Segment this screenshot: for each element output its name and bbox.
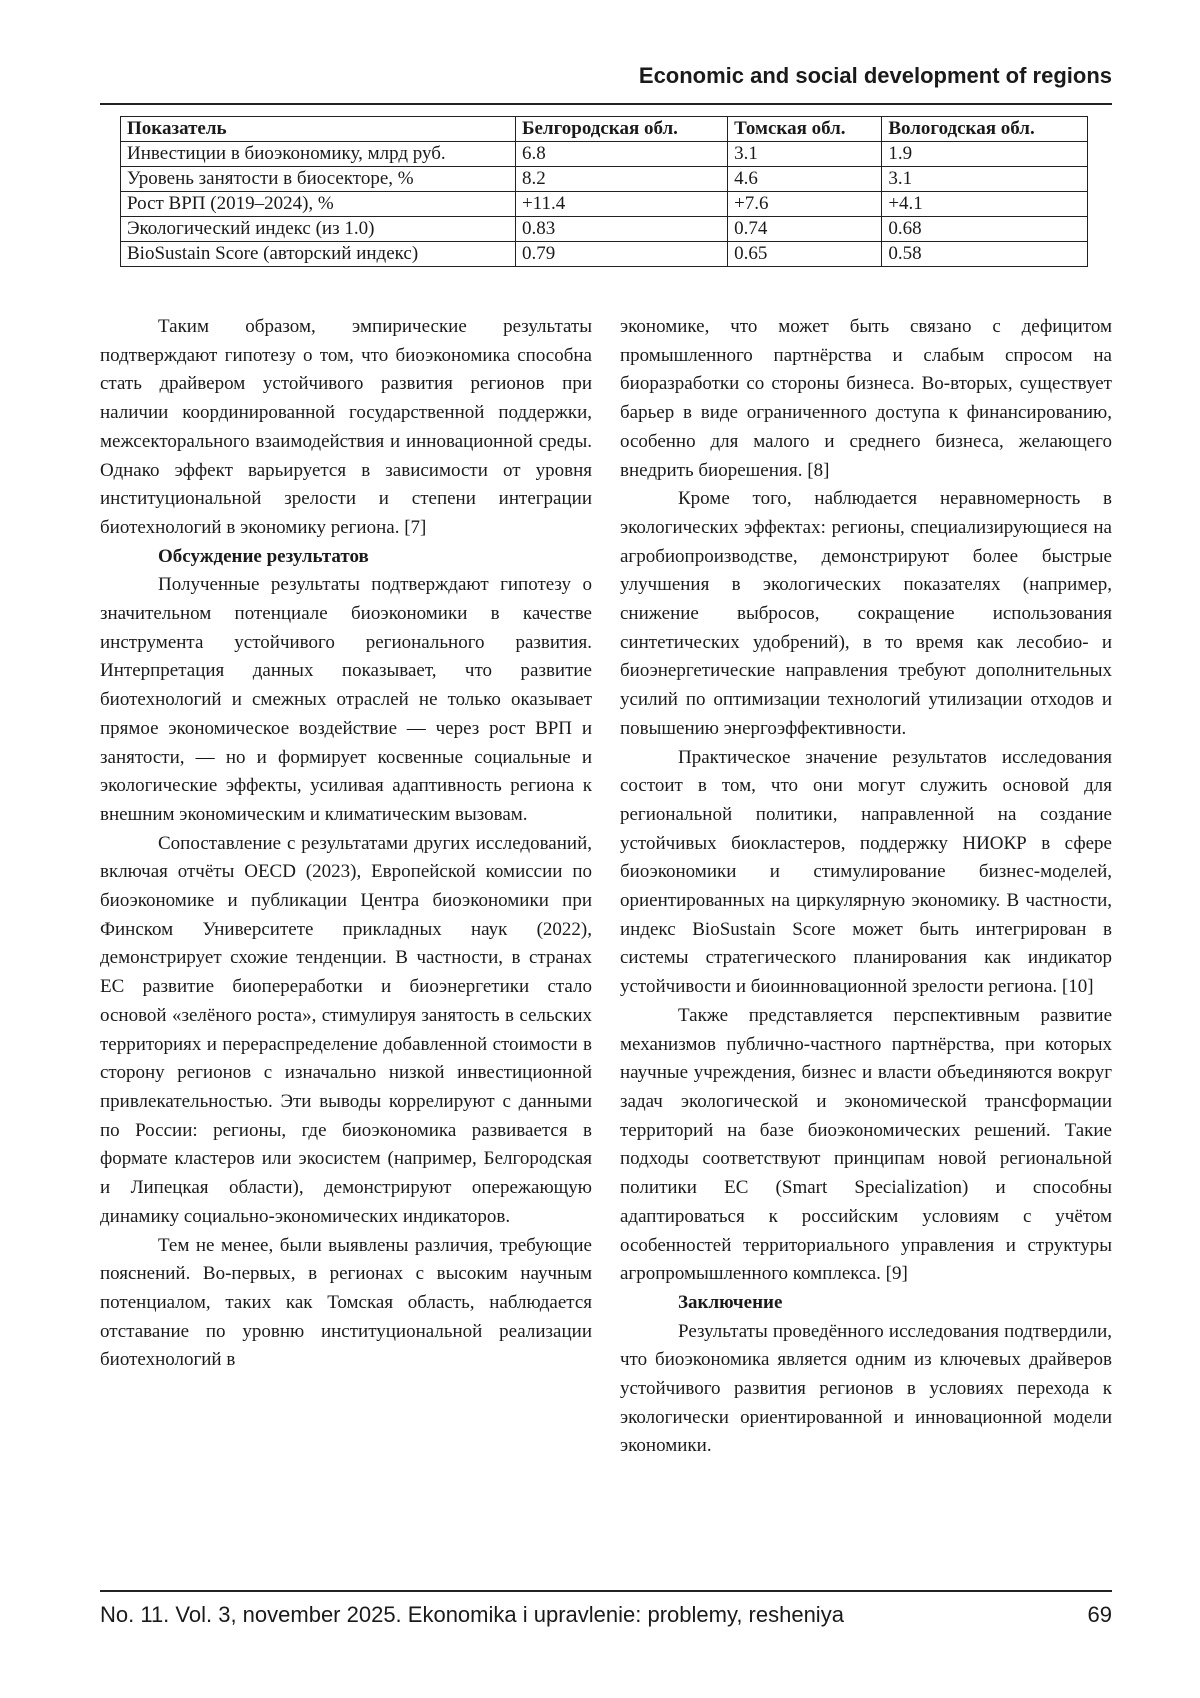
table-header-cell: Вологодская обл. <box>882 117 1088 142</box>
table-row <box>121 192 1088 217</box>
table-cell: Уровень занятости в биосекторе, % <box>121 167 516 192</box>
table-cell: Инвестиции в биоэкономику, млрд руб. <box>121 142 516 167</box>
header-rule <box>100 103 1112 105</box>
table-header-cell: Показатель <box>121 117 516 142</box>
table-header-row <box>121 117 1088 142</box>
comparison-table <box>120 116 1088 267</box>
table-cell: BioSustain Score (авторский индекс) <box>121 242 516 267</box>
footer-rule <box>100 1590 1112 1592</box>
running-header: Economic and social development of regions <box>638 63 1112 88</box>
paragraph: Также представляется перспективным развитие механизмов публично-частного партнёрства, при которых научные учреждения, бизнес и власти объединяются вокруг задач экологической и экономической трансформации территорий на базе биоэкономических решений. Такие подходы соответствуют принципам новой региональной политики ЕС (Smart Specialization) и способны адаптироваться к российским условиям с учётом особенностей территориального управления и структуры агропромышленного комплекса. [9] <box>620 1004 1112 1285</box>
table-row <box>121 142 1088 167</box>
table-cell: Рост ВРП (2019–2024), % <box>121 192 516 217</box>
paragraph: Кроме того, наблюдается неравномерность в экологических эффектах: регионы, специализирующиеся на агробиопроизводстве, демонстрируют более быстрые улучшения в экологических показателях (например, снижение выбросов, сокращение использования синтетических удобрений), в то время как лесобио- и биоэнергетические направления требуют дополнительных усилий по оптимизации технологий утилизации отходов и повышению энергоэффективности. <box>620 488 1112 739</box>
paragraph: Практическое значение результатов исследования состоит в том, что они могут служить основой для региональной политики, направленной на создание устойчивых биокластеров, поддержку НИОКР в сфере биоэкономики и стимулирование бизнес-моделей, ориентированных на циркулярную экономику. В частности, индекс BioSustain Score может быть интегрирован в системы стратегического планирования как индикатор устойчивости и биоинновационной зрелости региона. [10] <box>620 746 1112 998</box>
paragraph: Полученные результаты подтверждают гипотезу о значительном потенциале биоэкономики в качестве инструмента устойчивого регионального развития. Интерпретация данных показывает, что развитие биотехнологий и смежных отраслей не только оказывает прямое экономическое воздействие — через рост ВРП и занятости, — но и формирует косвенные социальные и экологические эффекты, усиливая адаптивность региона к внешним экономическим и климатическим вызовам. <box>100 574 592 825</box>
table-cell: 4.6 <box>728 167 882 192</box>
table-cell: 3.1 <box>882 167 1088 192</box>
table-cell: +7.6 <box>728 192 882 217</box>
table-header-cell: Томская обл. <box>728 117 882 142</box>
table-row <box>121 167 1088 192</box>
table-row <box>121 242 1088 267</box>
table-cell: 0.58 <box>882 242 1088 267</box>
table-cell: 1.9 <box>882 142 1088 167</box>
right-text-column <box>620 313 1112 1461</box>
table-cell: 0.65 <box>728 242 882 267</box>
table-cell: Экологический индекс (из 1.0) <box>121 217 516 242</box>
section-heading-conclusion: Заключение <box>678 1291 783 1313</box>
paragraph: Тем не менее, были выявлены различия, требующие пояснений. Во-первых, в регионах с высоким научным потенциалом, таких как Томская область, наблюдается отставание по уровню институциональной реализации биотехнологий в <box>100 1234 592 1371</box>
paragraph: экономике, что может быть связано с дефицитом промышленного партнёрства и слабым спросом на биоразработки со стороны бизнеса. Во-вторых, существует барьер в виде ограниченного доступа к финансированию, особенно для малого и среднего бизнеса, желающего внедрить биорешения. [8] <box>620 316 1112 481</box>
table-cell: 0.74 <box>728 217 882 242</box>
table-cell: +11.4 <box>515 192 727 217</box>
table-cell: 6.8 <box>515 142 727 167</box>
table-cell: 8.2 <box>515 167 727 192</box>
paragraph: Результаты проведённого исследования подтвердили, что биоэкономика является одним из ключевых драйверов устойчивого развития регионов в условиях перехода к экологически ориентированной и инновационной модели экономики. <box>620 1320 1112 1457</box>
table-cell: +4.1 <box>882 192 1088 217</box>
table-cell: 0.79 <box>515 242 727 267</box>
page-number: 69 <box>1087 1602 1112 1627</box>
table-cell: 0.83 <box>515 217 727 242</box>
table-header-cell: Белгородская обл. <box>515 117 727 142</box>
table-row <box>121 217 1088 242</box>
table-cell: 3.1 <box>728 142 882 167</box>
left-text-column <box>100 313 592 1375</box>
paragraph: Сопоставление с результатами других исследований, включая отчёты OECD (2023), Европейской комиссии по биоэкономике и публикации Центра биоэкономики при Финском Университете прикладных наук (2022), демонстрирует схожие тенденции. В частности, в странах ЕС развитие биопереработки и биоэнергетики стало основой «зелёного роста», стимулируя занятость в сельских территориях и перераспределение добавленной стоимости в сторону регионов с изначально низкой инвестиционной привлекательностью. Эти выводы коррелируют с данными по России: регионы, где биоэкономика развивается в формате кластеров или экосистем (например, Белгородская и Липецкая области), демонстрируют опережающую динамику социально-экономических индикаторов. <box>100 832 592 1227</box>
paragraph: Таким образом, эмпирические результаты подтверждают гипотезу о том, что биоэкономика способна стать драйвером устойчивого развития регионов при наличии координированной государственной поддержки, межсекторального взаимодействия и инновационной среды. Однако эффект варьируется в зависимости от уровня институциональной зрелости и степени интеграции биотехнологий в экономику региона. [7] <box>100 316 592 538</box>
footer-journal-info: No. 11. Vol. 3, november 2025. Ekonomika i upravlenie: problemy, resheniya <box>100 1602 844 1627</box>
section-heading-discussion: Обсуждение результатов <box>158 545 369 567</box>
table-cell: 0.68 <box>882 217 1088 242</box>
